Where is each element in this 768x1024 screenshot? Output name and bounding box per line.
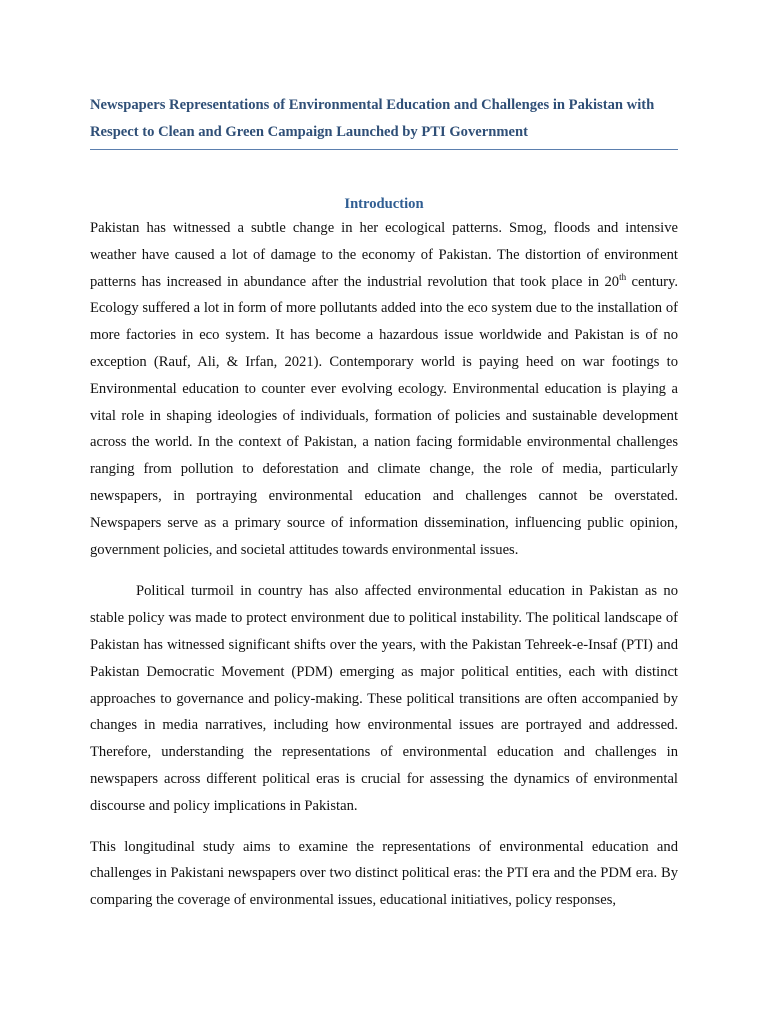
superscript-th: th <box>619 271 627 282</box>
paragraph-3: This longitudinal study aims to examine the representations of environmental education and challenges in Pakistani newspapers over two distinct political eras: the PTI era and the PDM era. By comparing the coverage of environmental issues, educational initiatives, policy responses, <box>90 838 678 909</box>
document-title: Newspapers Representations of Environmental Education and Challenges in Pakistan with Respect to Clean and Green Campaign Launched by PTI Government <box>90 92 678 150</box>
paragraph-1 <box>90 215 678 563</box>
paragraph-1-text-start: Pakistan has witnessed a subtle change in her ecological patterns. Smog, floods and intensive weather have caused a lot of damage to the economy of Pakistan. The distortion of environment patterns has increased in abundance after the industrial revolution that took place in 20 <box>90 220 678 290</box>
section-heading: Introduction <box>344 196 424 212</box>
paragraph-2: Political turmoil in country has also affected environmental education in Pakistan as no stable policy was made to protect environment due to political instability. The political landscape of Pakistan has witnessed significant shifts over the years, with the Pakistan Tehreek-e-Insaf (PTI) and Pakistan Democratic Movement (PDM) emerging as major political entities, each with distinct approaches to governance and policy-making. These political transitions are often accompanied by changes in media narratives, including how environmental issues are portrayed and addressed. Therefore, understanding the representations of environmental education and challenges in newspapers across different political eras is crucial for assessing the dynamics of environmental discourse and policy implications in Pakistan. <box>90 583 678 814</box>
paragraph-1-text-end: century. Ecology suffered a lot in form of more pollutants added into the eco system due to the installation of more factories in eco system. It has become a hazardous issue worldwide and Pakistan is of no exception (Rauf, Ali, & Irfan, 2021). Contemporary world is paying heed on war footings to Environmental education to counter ever evolving ecology. Environmental education is playing a vital role in shaping ideologies of individuals, formation of policies and sustainable development across the world. In the context of Pakistan, a nation facing formidable environmental challenges ranging from pollution to deforestation and climate change, the role of media, particularly newspapers, in portraying environmental education and challenges cannot be overstated. Newspapers serve as a primary source of information dissemination, influencing public opinion, government policies, and societal attitudes towards environmental issues. <box>90 273 678 558</box>
